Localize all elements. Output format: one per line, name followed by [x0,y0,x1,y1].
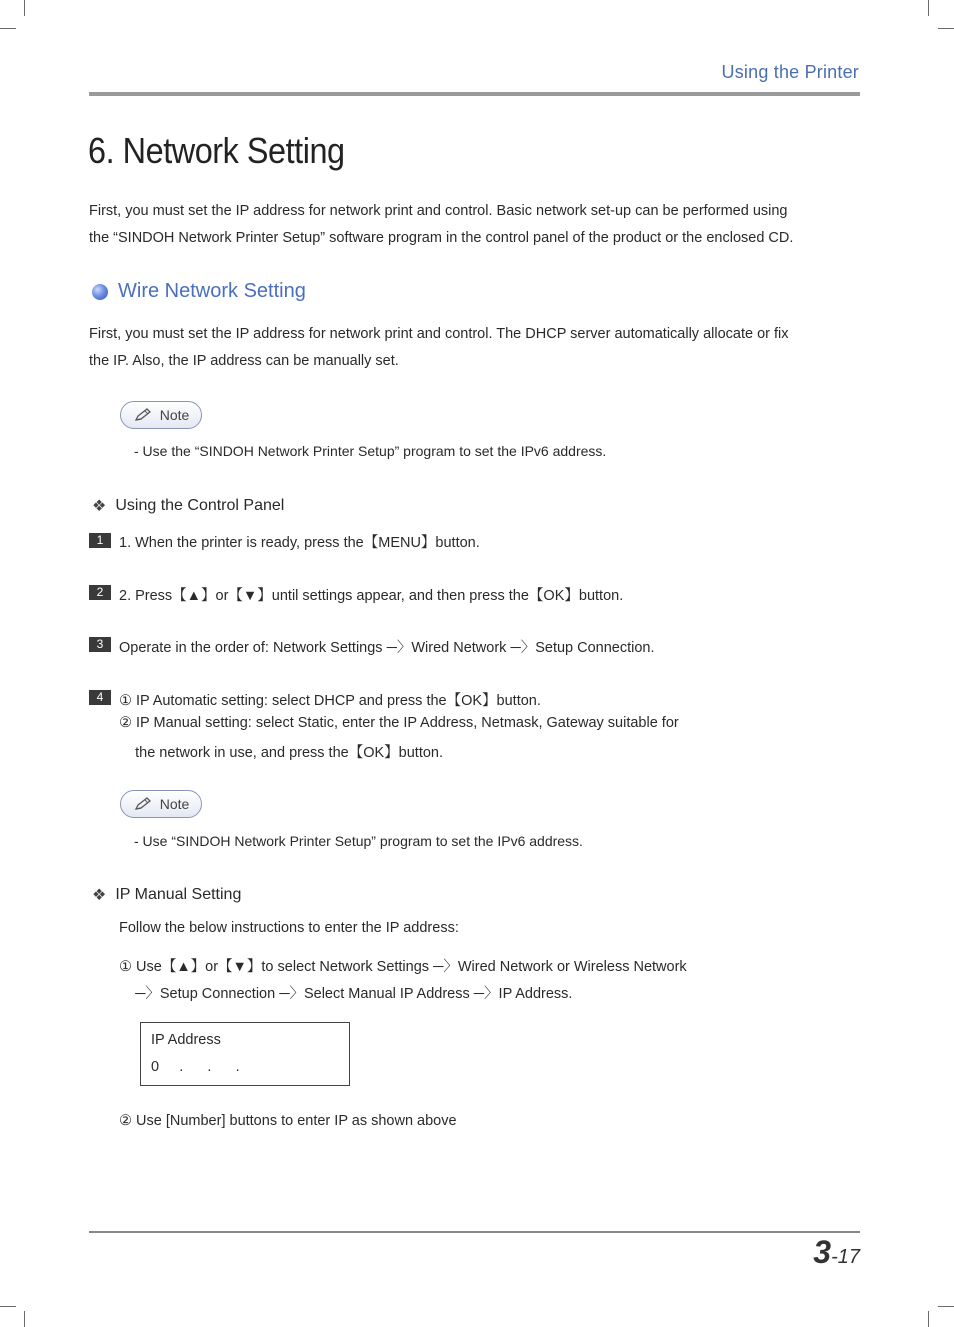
step-text: ① IP Automatic setting: select DHCP and press the【OK】button. [119,693,541,709]
header-rule [89,92,860,96]
running-header: Using the Printer [721,62,859,82]
lcd-label: IP Address [151,1032,221,1048]
wire-paragraph [89,321,829,375]
subsection-title: Using the Control Panel [115,497,285,514]
diamond-bullet-icon: ❖ [92,887,107,904]
note-badge [120,790,202,818]
page-title: 6. Network Setting [88,130,345,171]
intro-line: the “SINDOH Network Printer Setup” software program in the control panel of the product or the enclosed CD. [89,230,794,246]
section-heading [92,280,306,303]
wire-line: First, you must set the IP address for network print and control. The DHCP server automatically allocate or fix [89,326,789,342]
crop-mark [938,28,954,29]
footer-rule [89,1231,860,1233]
step-text: 1. When the printer is ready, press the【MENU】button. [119,535,480,551]
lcd-display-box [140,1022,350,1086]
wire-line: the IP. Also, the IP address can be manually set. [89,353,399,369]
note-label: Note [159,407,190,423]
crop-mark [24,1311,25,1327]
crop-mark [928,1311,929,1327]
intro-paragraph [89,198,829,252]
ip-step-text: ─〉Setup Connection ─〉Select Manual IP Address ─〉IP Address. [119,986,573,1002]
ip-step-text: ① Use【▲】or【▼】to select Network Settings ─〉Wired Network or Wireless Network [119,959,687,975]
bullet-circle-icon [92,284,108,300]
subsection-title: IP Manual Setting [115,886,242,903]
pencil-icon [133,796,153,812]
crop-mark [0,1306,16,1307]
diamond-bullet-icon: ❖ [92,498,107,515]
intro-line: First, you must set the IP address for network print and control. Basic network set-up can be performed using [89,203,788,219]
ip-intro-text: Follow the below instructions to enter the IP address: [119,920,459,936]
pencil-icon [133,407,153,423]
subsection-heading [92,885,241,905]
note-label: Note [159,796,190,812]
page-number [760,1234,860,1271]
step-number-badge: 1 [89,533,111,548]
note-badge [120,401,202,429]
step-number-badge: 4 [89,690,111,705]
chapter-number: 3 [813,1234,832,1270]
step-text: Operate in the order of: Network Settings ─〉Wired Network ─〉Setup Connection. [119,640,655,656]
ip-step-text: ② Use [Number] buttons to enter IP as shown above [119,1113,457,1129]
crop-mark [928,0,929,16]
step-number-badge: 3 [89,637,111,652]
step-text: ② IP Manual setting: select Static, enter the IP Address, Netmask, Gateway suitable for [119,715,679,731]
section-title: Wire Network Setting [118,280,306,302]
note-text: - Use the “SINDOH Network Printer Setup” program to set the IPv6 address. [134,443,607,459]
note-text: - Use “SINDOH Network Printer Setup” program to set the IPv6 address. [134,833,583,849]
lcd-value: 0 . . . [151,1059,240,1075]
subsection-heading [92,496,284,516]
crop-mark [0,28,16,29]
crop-mark [24,0,25,16]
step-text: the network in use, and press the【OK】button. [119,745,444,761]
step-text: 2. Press【▲】or【▼】until settings appear, and then press the【OK】button. [119,588,624,604]
page-suffix: -17 [831,1246,860,1268]
step-number-badge: 2 [89,585,111,600]
crop-mark [938,1306,954,1307]
